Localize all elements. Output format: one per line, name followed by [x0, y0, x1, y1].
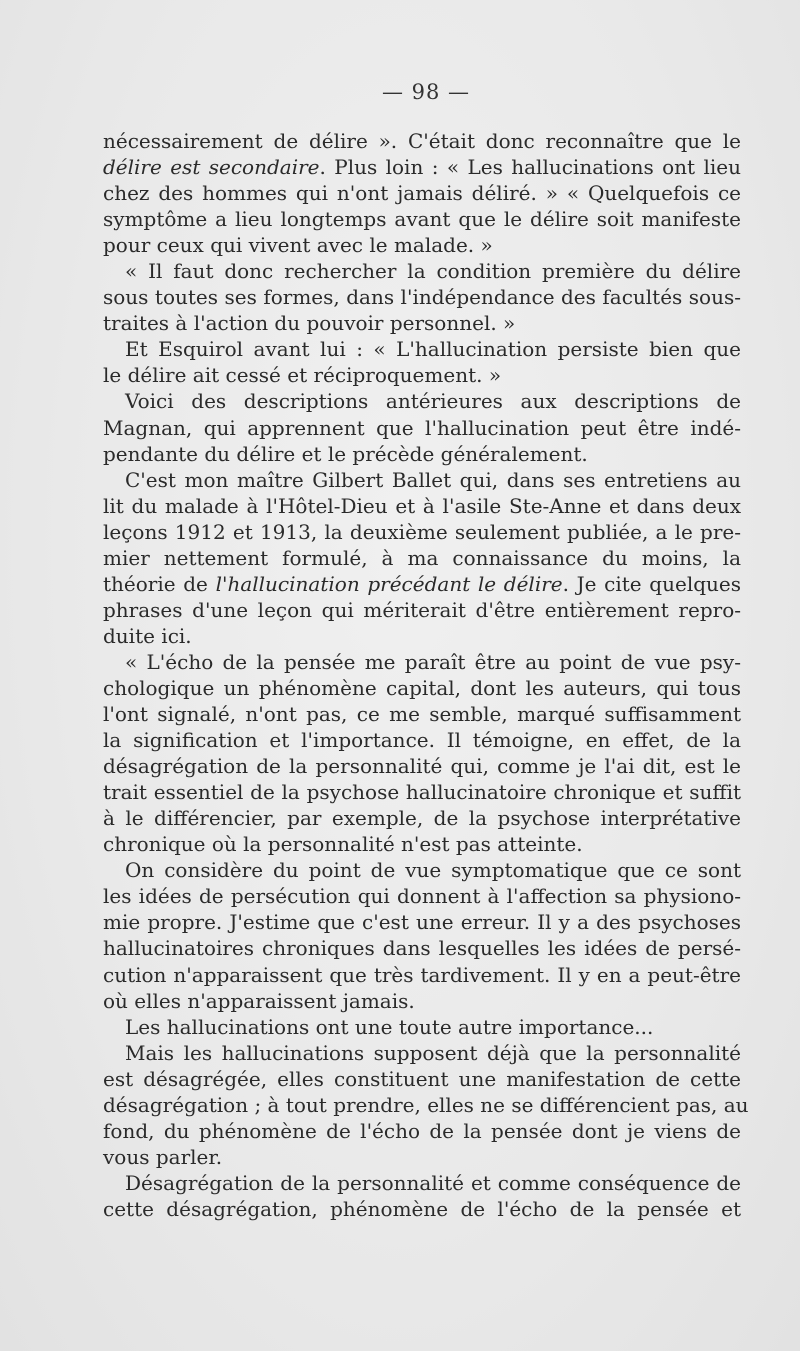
text-line: lit du malade à l'Hôtel-Dieu et à l'asile Ste-Anne et dans deux: [103, 493, 741, 518]
text-line: hallucinatoires chroniques dans lesquelles les idées de persé-: [103, 936, 741, 961]
text-line: Les hallucinations ont une toute autre importance...: [125, 1014, 654, 1039]
text-line: [103, 571, 741, 597]
text-line: trait essentiel de la psychose hallucinatoire chronique et suffit: [103, 780, 741, 805]
text-line: mie propre. J'estime que c'est une erreur. Il y a des psychoses: [103, 910, 741, 935]
italic-text: l'hallucination précédant le délire: [215, 571, 563, 596]
text-line: l'ont signalé, n'ont pas, ce me semble, marqué suffisamment: [103, 702, 741, 727]
text-line: nécessairement de délire ». C'était donc reconnaître que le: [103, 129, 741, 153]
text-line: phrases d'une leçon qui mériterait d'être entièrement repro-: [103, 597, 741, 622]
text-line: le délire ait cessé et réciproquement. »: [103, 363, 502, 388]
text-line: [103, 154, 741, 180]
text-line: chronique où la personnalité n'est pas atteinte.: [103, 832, 583, 857]
text-line: leçons 1912 et 1913, la deuxième seulement publiée, a le pre-: [103, 519, 741, 544]
text-line: à le différencier, par exemple, de la psychose interprétative: [103, 806, 741, 831]
text-segment: . Je cite quelques: [562, 571, 741, 596]
text-line: est désagrégée, elles constituent une manifestation de cette: [103, 1066, 741, 1091]
body-text: [103, 128, 749, 1222]
text-line: sous toutes ses formes, dans l'indépendance des facultés sous-: [103, 285, 741, 310]
text-line: Et Esquirol avant lui : « L'hallucination persiste bien que: [125, 337, 741, 362]
italic-text: délire est secondaire: [103, 155, 320, 180]
text-line: « L'écho de la pensée me paraît être au point de vue psy-: [125, 649, 741, 674]
text-line: chologique un phénomène capital, dont les auteurs, qui tous: [103, 675, 741, 700]
text-line: duite ici.: [103, 623, 192, 648]
text-line: où elles n'apparaissent jamais.: [103, 988, 415, 1013]
text-segment: . Plus loin : « Les hallucinations ont lieu: [319, 155, 741, 180]
text-line: Désagrégation de la personnalité et comme conséquence de: [125, 1170, 741, 1195]
text-line: fond, du phénomène de l'écho de la pensée dont je viens de: [103, 1118, 741, 1143]
text-line: On considère du point de vue symptomatique que ce sont: [125, 858, 741, 883]
text-line: chez des hommes qui n'ont jamais déliré. » « Quelquefois ce: [103, 181, 741, 206]
text-line: Voici des descriptions antérieures aux descriptions de: [125, 389, 741, 414]
text-line: « Il faut donc rechercher la condition première du délire: [125, 259, 741, 284]
page-number: — 98 —: [381, 80, 471, 104]
text-line: Mais les hallucinations supposent déjà que la personnalité: [125, 1040, 741, 1065]
text-line: cette désagrégation, phénomène de l'écho de la pensée et: [103, 1196, 741, 1221]
text-line: désagrégation de la personnalité qui, comme je l'ai dit, est le: [103, 754, 741, 779]
text-line: Magnan, qui apprennent que l'hallucination peut être indé-: [103, 415, 741, 440]
text-line: C'est mon maître Gilbert Ballet qui, dans ses entretiens au: [125, 467, 741, 492]
text-line: pour ceux qui vivent avec le malade. »: [103, 233, 493, 258]
text-line: symptôme a lieu longtemps avant que le délire soit manifeste: [103, 207, 741, 232]
text-line: traites à l'action du pouvoir personnel. »: [103, 311, 516, 336]
text-line: les idées de persécution qui donnent à l'affection sa physiono-: [103, 884, 741, 909]
text-line: mier nettement formulé, à ma connaissance du moins, la: [103, 545, 741, 570]
text-line: la signification et l'importance. Il témoigne, en effet, de la: [103, 728, 741, 753]
text-line: vous parler.: [103, 1144, 223, 1169]
text-line: désagrégation ; à tout prendre, elles ne se différencient pas, au: [103, 1092, 749, 1117]
text-segment: théorie de: [103, 571, 216, 596]
text-line: cution n'apparaissent que très tardivement. Il y en a peut-être: [103, 962, 741, 987]
text-line: pendante du délire et le précède généralement.: [103, 441, 588, 466]
